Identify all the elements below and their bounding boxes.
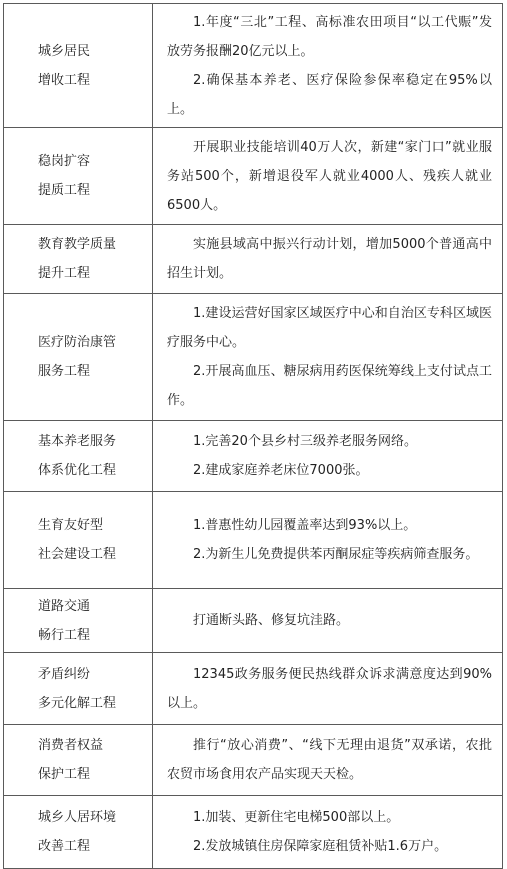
table-row bbox=[4, 653, 503, 725]
project-name-line: 城乡居民 bbox=[38, 43, 91, 59]
project-description-cell bbox=[153, 725, 503, 796]
project-name-line: 道路交通 bbox=[38, 598, 91, 614]
project-name-line: 城乡人居环境 bbox=[38, 810, 117, 825]
project-description-cell bbox=[153, 128, 503, 225]
description-item: 打通断头路、修复坑洼路。 bbox=[193, 613, 350, 628]
project-name-line: 社会建设工程 bbox=[38, 547, 117, 562]
project-description-cell bbox=[153, 796, 503, 869]
description-item: 2.为新生儿免费提供苯丙酮尿症等疾病筛查服务。 bbox=[193, 547, 479, 562]
project-name-cell bbox=[4, 725, 153, 796]
project-description-cell bbox=[153, 492, 503, 589]
project-name-line: 多元化解工程 bbox=[38, 695, 117, 711]
description-item: 开展职业技能培训40万人次，新建“家门口”就业服务站500个，新增退役军人就业4000人、残疾人就业6500人。 bbox=[167, 139, 492, 213]
table-row bbox=[4, 421, 503, 492]
project-description-cell bbox=[153, 589, 503, 653]
project-description-cell bbox=[153, 225, 503, 294]
description-item: 2.建成家庭养老床位7000张。 bbox=[193, 463, 369, 478]
project-name-line: 教育教学质量 bbox=[38, 237, 117, 252]
project-name-cell bbox=[4, 653, 153, 725]
table-row bbox=[4, 725, 503, 796]
project-name-cell bbox=[4, 225, 153, 294]
table-row bbox=[4, 128, 503, 225]
description-item: 2.发放城镇住房保障家庭租赁补贴1.6万户。 bbox=[193, 839, 448, 854]
project-description-cell bbox=[153, 294, 503, 421]
description-item: 推行“放心消费”、“线下无理由退货”双承诺，农批农贸市场食用农产品实现天天检。 bbox=[167, 738, 492, 782]
project-name-line: 服务工程 bbox=[38, 364, 91, 379]
project-name-line: 提升工程 bbox=[38, 266, 91, 281]
project-name-line: 改善工程 bbox=[38, 839, 91, 854]
project-name-line: 提质工程 bbox=[38, 183, 91, 198]
project-name-cell bbox=[4, 128, 153, 225]
description-item: 2.开展高血压、糖尿病用药医保统筹线上支付试点工作。 bbox=[167, 364, 492, 408]
project-name-cell bbox=[4, 4, 153, 128]
project-name-line: 矛盾纠纷 bbox=[38, 666, 91, 682]
project-description-cell bbox=[153, 4, 503, 128]
project-name-cell bbox=[4, 589, 153, 653]
table-row bbox=[4, 4, 503, 128]
table-row bbox=[4, 225, 503, 294]
project-name-line: 基本养老服务 bbox=[38, 434, 117, 449]
project-name-line: 畅行工程 bbox=[38, 627, 91, 643]
project-name-cell bbox=[4, 796, 153, 869]
project-name-line: 增收工程 bbox=[38, 72, 91, 88]
project-name-cell bbox=[4, 421, 153, 492]
project-description-cell bbox=[153, 653, 503, 725]
description-item: 2.确保基本养老、医疗保险参保率稳定在95%以上。 bbox=[167, 72, 492, 117]
project-name-line: 稳岗扩容 bbox=[38, 154, 91, 169]
description-item: 实施县域高中振兴行动计划，增加5000个普通高中招生计划。 bbox=[167, 237, 492, 281]
description-item: 1.加装、更新住宅电梯500部以上。 bbox=[193, 810, 400, 825]
description-item: 12345政务服务便民热线群众诉求满意度达到90%以上。 bbox=[167, 666, 492, 711]
description-item: 1.普惠性幼儿园覆盖率达到93%以上。 bbox=[193, 518, 417, 533]
project-name-line: 保护工程 bbox=[38, 767, 91, 782]
project-name-cell bbox=[4, 492, 153, 589]
project-name-line: 消费者权益 bbox=[38, 738, 104, 753]
table-row bbox=[4, 589, 503, 653]
table-row bbox=[4, 492, 503, 589]
project-name-cell bbox=[4, 294, 153, 421]
description-item: 1.年度“三北”工程、高标准农田项目“以工代赈”发放劳务报酬20亿元以上。 bbox=[167, 14, 492, 59]
project-table bbox=[3, 3, 503, 869]
project-description-cell bbox=[153, 421, 503, 492]
table-row bbox=[4, 294, 503, 421]
project-name-line: 医疗防治康管 bbox=[38, 335, 117, 350]
project-name-line: 体系优化工程 bbox=[38, 463, 117, 478]
table-row bbox=[4, 796, 503, 869]
project-name-line: 生育友好型 bbox=[38, 518, 104, 533]
description-item: 1.完善20个县乡村三级养老服务网络。 bbox=[193, 434, 417, 449]
description-item: 1.建设运营好国家区域医疗中心和自治区专科区域医疗服务中心。 bbox=[167, 306, 492, 350]
